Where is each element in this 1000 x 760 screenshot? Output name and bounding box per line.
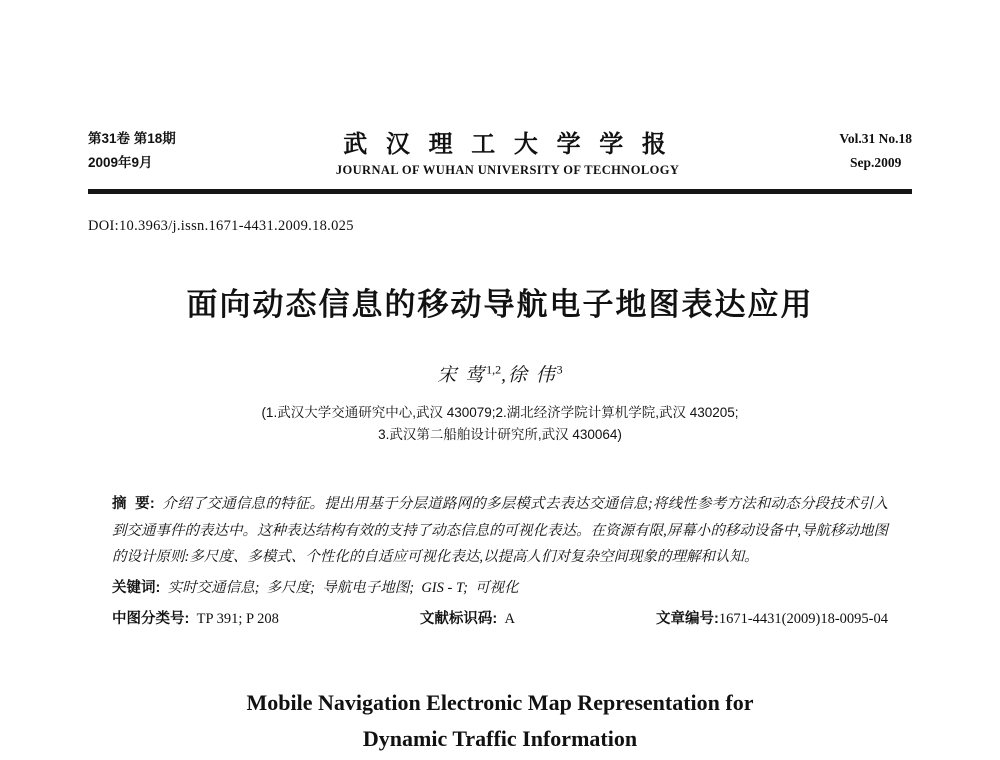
affiliations (88, 402, 912, 447)
volume-issue-en: Vol.31 No.18 (839, 131, 912, 147)
doi-line: DOI:10.3963/j.issn.1671-4431.2009.18.025 (88, 218, 354, 234)
authors-line (88, 360, 912, 387)
article-id-value: 1671-4431(2009)18-0095-04 (718, 611, 888, 628)
article-title-en (88, 685, 912, 755)
keywords-line (112, 575, 888, 602)
journal-title-cn: 武 汉 理 工 大 学 学 报 (343, 131, 672, 158)
doc-code-value: A (497, 611, 515, 628)
clc-value: TP 391; P 208 (189, 611, 279, 628)
issue-info-cn (88, 127, 176, 174)
keywords-text: 实时交通信息; 多尺度; 导航电子地图; GIS - T; 可视化 (160, 580, 519, 597)
affiliation-line: (1.武汉大学交通研究中心,武汉 430079;2.湖北经济学院计算机学院,武汉 430205; (261, 405, 739, 420)
journal-title-block (176, 124, 840, 178)
article-id-pair (656, 606, 888, 633)
abstract-paragraph (112, 491, 888, 572)
classification-line (112, 606, 888, 633)
author-affil-sup: 3 (556, 362, 563, 377)
affiliation-line: 3.武汉第二船舶设计研究所,武汉 430064) (378, 427, 622, 443)
journal-masthead (88, 124, 912, 178)
author-name: 徐 伟 (507, 365, 557, 386)
clc-pair (112, 606, 279, 633)
author-affil-sup: 1,2 (486, 362, 502, 377)
article-id-label: 文章编号: (656, 611, 719, 628)
issue-info-en (839, 127, 912, 174)
author-separator: , (501, 365, 508, 386)
author-name: 宋 莺 (437, 365, 487, 386)
date-cn: 2009年9月 (88, 155, 153, 170)
article-title-en-line1: Mobile Navigation Electronic Map Representation for (246, 690, 754, 716)
abstract-block (88, 491, 912, 634)
doc-code-label: 文献标识码: (419, 611, 498, 628)
journal-title-en: JOURNAL OF WUHAN UNIVERSITY OF TECHNOLOGY (335, 163, 680, 177)
article-title-cn: 面向动态信息的移动导航电子地图表达应用 (186, 287, 814, 322)
article-title-en-line2: Dynamic Traffic Information (362, 725, 638, 751)
doc-code-pair (420, 606, 515, 633)
clc-label: 中图分类号: (112, 611, 190, 628)
volume-issue-cn: 第31卷 第18期 (88, 131, 176, 147)
date-en: Sep.2009 (849, 155, 902, 170)
abstract-label: 摘 要: (112, 495, 155, 512)
abstract-text: 介绍了交通信息的特征。提出用基于分层道路网的多层模式去表达交通信息;将线性参考方法和动态分段技术引入到交通事件的表达中。这种表达结构有效的支持了动态信息的可视化表达。在资源有限,屏幕小的移动设备中,导航移动地图的设计原则:多尺度、多模式、个性化的自适应可视化表达,以提高人们对复杂空间现象的理解和认知。 (112, 495, 889, 566)
masthead-divider-rule (88, 189, 912, 194)
keywords-label: 关键词: (112, 580, 161, 597)
